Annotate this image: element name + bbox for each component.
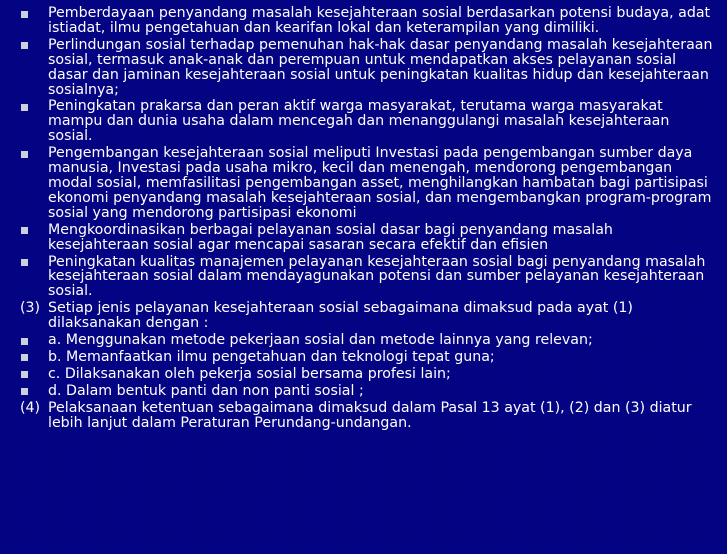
item-text: b. Memanfaatkan ilmu pengetahuan dan teknologi tepat guna; — [48, 348, 495, 365]
list-item — [20, 146, 717, 221]
item-text: Perlindungan sosial terhadap pemenuhan hak-hak dasar penyandang masalah kesejahteraan sosial, termasuk anak-anak dan perempuan untuk mendapatkan akses pelayanan sosial dasar dan jaminan kesejahteraan sosial untuk peningkatan kualitas hidup dan kesejahteraan sosialnya; — [48, 36, 713, 98]
square-bullet-icon — [21, 42, 28, 49]
list-item — [20, 350, 717, 365]
paragraph-number: (3) — [20, 300, 41, 317]
item-text: Setiap jenis pelayanan kesejahteraan sosial sebagaimana dimaksud pada ayat (1) dilaksanakan dengan : — [48, 300, 633, 332]
square-bullet-icon — [21, 227, 28, 234]
item-text: Pelaksanaan ketentuan sebagaimana dimaksud dalam Pasal 13 ayat (1), (2) dan (3) diatur lebih lanjut dalam Peraturan Perundang-undangan. — [48, 399, 692, 431]
square-bullet-icon — [21, 151, 28, 158]
numbered-paragraph — [20, 301, 717, 331]
paragraph-number: (4) — [20, 399, 41, 416]
list-item — [20, 384, 717, 399]
list-item — [20, 367, 717, 382]
square-bullet-icon — [21, 354, 28, 361]
list-item — [20, 255, 717, 300]
square-bullet-icon — [21, 104, 28, 111]
list-item — [20, 99, 717, 144]
list-item — [20, 38, 717, 98]
square-bullet-icon — [21, 371, 28, 378]
item-text: Mengkoordinasikan berbagai pelayanan sosial dasar bagi penyandang masalah kesejahteraan sosial agar mencapai sasaran secara efektif dan efisien — [48, 221, 613, 253]
square-bullet-icon — [21, 388, 28, 395]
square-bullet-icon — [21, 338, 28, 345]
item-text: a. Menggunakan metode pekerjaan sosial dan metode lainnya yang relevan; — [48, 332, 593, 349]
list-item — [20, 6, 717, 36]
list-item — [20, 223, 717, 253]
item-text: Peningkatan kualitas manajemen pelayanan kesejahteraan sosial bagi penyandang masalah kesejahteraan sosial dalam mendayagunakan potensi dan sumber pelayanan kesejahteraan sosial. — [48, 253, 706, 300]
item-text: Pemberdayaan penyandang masalah kesejahteraan sosial berdasarkan potensi budaya, adat istiadat, ilmu pengetahuan dan kearifan lokal dan keterampilan yang dimiliki. — [48, 5, 711, 36]
item-text: Pengembangan kesejahteraan sosial meliputi Investasi pada pengembangan sumber daya manusia, Investasi pada usaha mikro, kecil dan menengah, mendorong pengembangan modal sosial, memfasilitasi pengembangan asset, menghilangkan hambatan bagi partisipasi ekonomi penyandang masalah kesejahteraan sosial, dan mengembangkan program-program sosial yang mendorong partisipasi ekonomi — [48, 145, 712, 221]
item-text: d. Dalam bentuk panti dan non panti sosial ; — [48, 382, 364, 399]
list-item — [20, 333, 717, 348]
item-text: c. Dilaksanakan oleh pekerja sosial bersama profesi lain; — [48, 365, 451, 382]
numbered-paragraph — [20, 401, 717, 431]
square-bullet-icon — [21, 259, 28, 266]
item-text: Peningkatan prakarsa dan peran aktif warga masyarakat, terutama warga masyarakat mampu dan dunia usaha dalam mencegah dan menanggulangi masalah kesejahteraan sosial. — [48, 98, 670, 145]
square-bullet-icon — [21, 11, 28, 18]
